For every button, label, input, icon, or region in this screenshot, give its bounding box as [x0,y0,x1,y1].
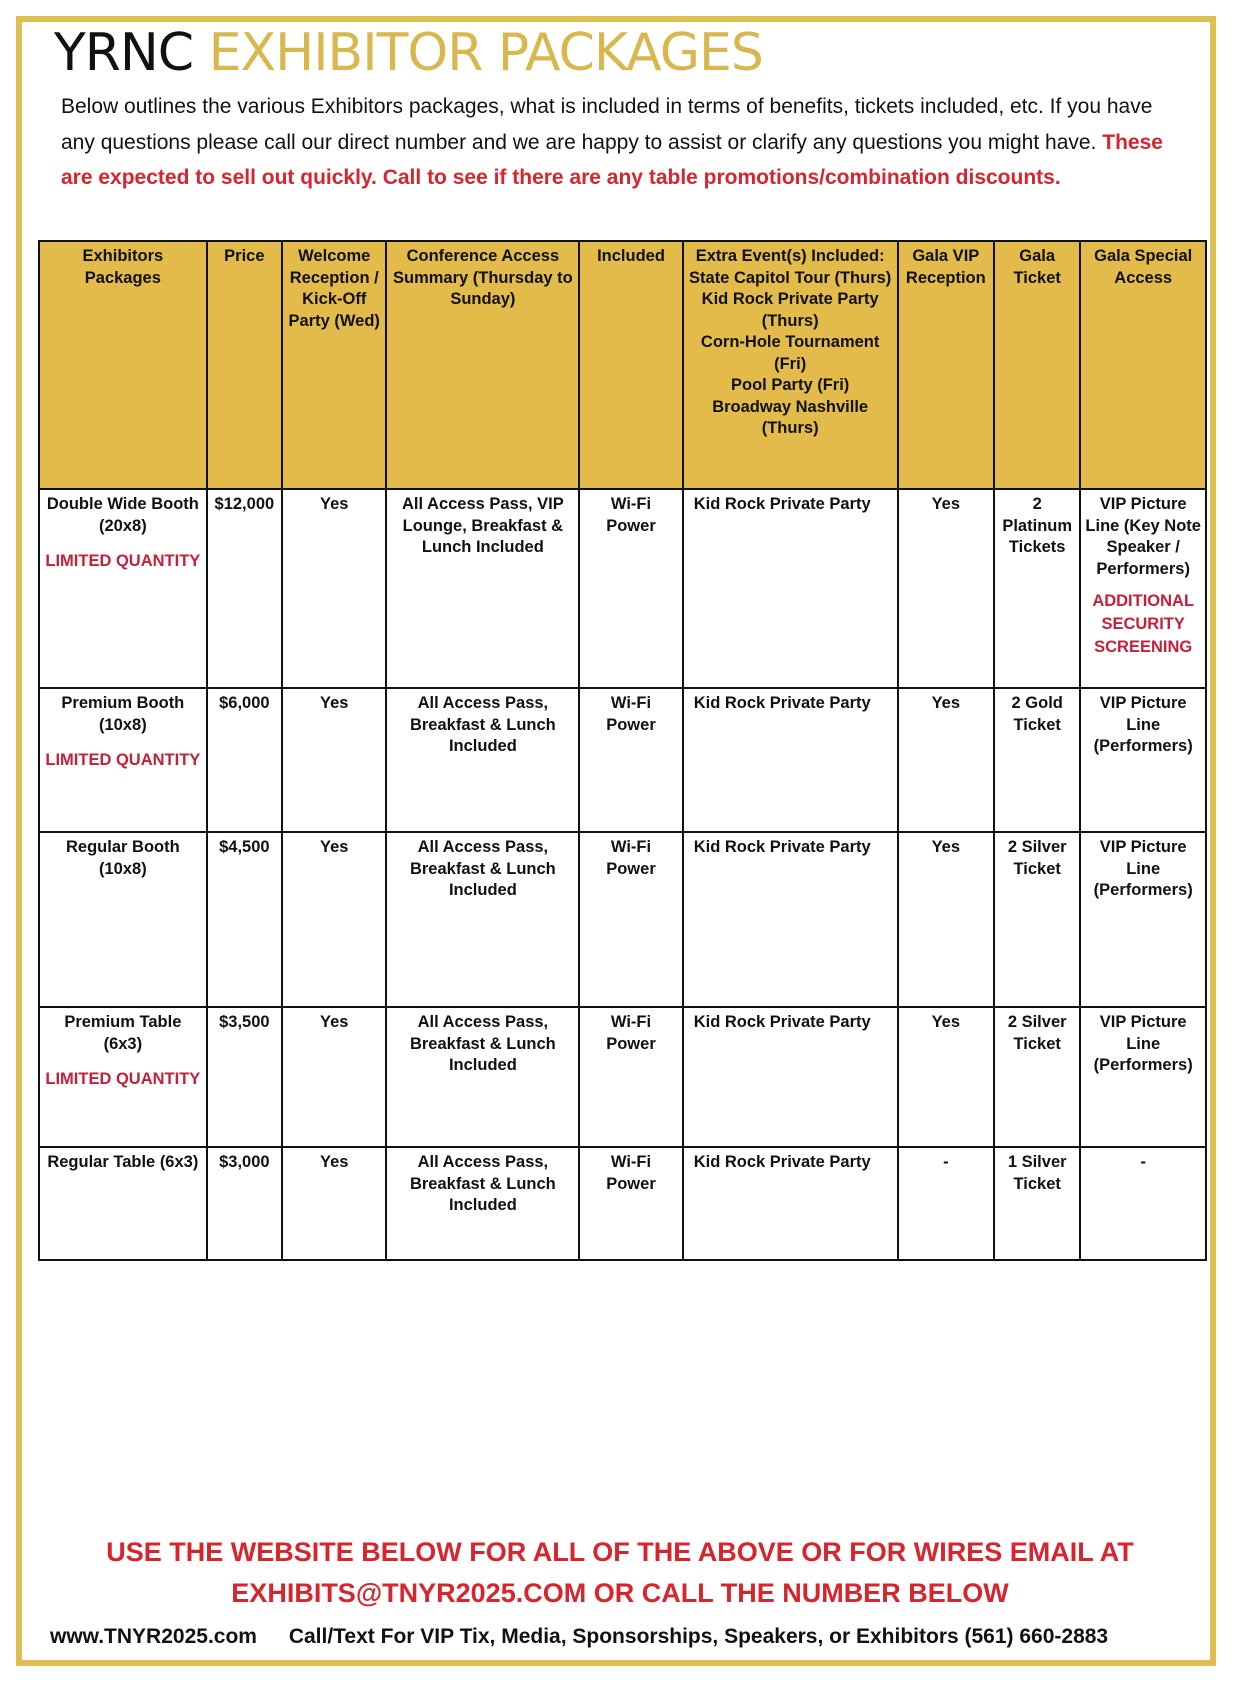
footer-contact-line [50,1625,1200,1649]
intro-paragraph [61,89,1171,196]
header-welcome: Welcome Reception / Kick-Off Party (Wed) [282,241,386,489]
gala-ticket-cell: 2 Silver Ticket [994,1007,1080,1147]
gala-vip-cell: Yes [898,489,994,688]
header-conference: Conference Access Summary (Thursday to Sunday) [386,241,579,489]
footer-notice [40,1532,1200,1614]
gala-special-cell: - [1080,1147,1206,1260]
conference-cell: All Access Pass, Breakfast & Lunch Included [386,832,579,1007]
intro-highlight: These are expected to sell out quickly. Call to see if there are any table promotions/combination discounts. [61,130,1163,189]
extra-event-cell: Kid Rock Private Party [683,832,898,1007]
header-extra-3: Corn-Hole Tournament (Fri) [700,333,880,373]
gala-vip-cell: Yes [898,1007,994,1147]
gala-ticket-cell: 1 Silver Ticket [994,1147,1080,1260]
package-name: Regular Booth (10x8) [66,838,180,878]
gala-ticket-cell: 2 Silver Ticket [994,832,1080,1007]
included-cell: Wi-Fi Power [579,688,682,832]
package-cell [39,832,207,1007]
included-cell: Wi-Fi Power [579,1147,682,1260]
gala-special-cell: VIP Picture Line (Performers) [1080,832,1206,1007]
package-cell [39,489,207,688]
table-row [39,832,1206,1007]
website-link[interactable]: www.TNYR2025.com [50,1625,257,1648]
packages-table [38,240,1207,1261]
contact-text: Call/Text For VIP Tix, Media, Sponsorships, Speakers, or Exhibitors (561) 660-2883 [288,1625,1109,1648]
security-screening-label: ADDITIONAL SECURITY SCREENING [1092,592,1195,656]
gala-vip-cell: Yes [898,832,994,1007]
header-extra-2: Kid Rock Private Party (Thurs) [701,290,879,330]
gala-special-cell [1080,489,1206,688]
title-prefix: YRNC [54,23,194,83]
gala-special-cell: VIP Picture Line (Performers) [1080,688,1206,832]
extra-event-cell: Kid Rock Private Party [683,688,898,832]
header-extra-4: Pool Party (Fri) [731,376,850,394]
header-price: Price [207,241,282,489]
header-extra-events [683,241,898,489]
intro-text: Below outlines the various Exhibitors packages, what is included in terms of benefits, tickets included, etc. If you have any questions please call our direct number and we are happy to assist or clarify any questions you might have. [61,95,1153,154]
footer-notice-line1: USE THE WEBSITE BELOW FOR ALL OF THE ABOVE OR FOR WIRES EMAIL AT [106,1537,1134,1567]
conference-cell: All Access Pass, Breakfast & Lunch Included [386,688,579,832]
welcome-cell: Yes [282,688,386,832]
package-cell [39,1007,207,1147]
gala-vip-cell: Yes [898,688,994,832]
price-cell: $3,500 [207,1007,282,1147]
package-cell [39,688,207,832]
header-gala-ticket: Gala Ticket [994,241,1080,489]
table-row [39,489,1206,688]
header-extra-5: Broadway Nashville (Thurs) [712,397,869,437]
welcome-cell: Yes [282,832,386,1007]
extra-event-cell: Kid Rock Private Party [683,1007,898,1147]
conference-cell: All Access Pass, Breakfast & Lunch Included [386,1007,579,1147]
package-name: Regular Table (6x3) [47,1153,199,1171]
package-cell [39,1147,207,1260]
page-title [54,22,763,84]
gala-ticket-cell: 2 Gold Ticket [994,688,1080,832]
welcome-cell: Yes [282,489,386,688]
welcome-cell: Yes [282,1147,386,1260]
table-row [39,1147,1206,1260]
gala-special-text: VIP Picture Line (Key Note Speaker / Performers) [1085,495,1201,578]
gala-special-cell: VIP Picture Line (Performers) [1080,1007,1206,1147]
limited-quantity-label: LIMITED QUANTITY [45,751,201,769]
price-cell: $4,500 [207,832,282,1007]
footer-notice-line2: EXHIBITS@TNYR2025.COM OR CALL THE NUMBER BELOW [231,1578,1009,1608]
title-main: EXHIBITOR PACKAGES [208,23,763,83]
header-package: Exhibitors Packages [39,241,207,489]
package-name: Premium Table (6x3) [64,1013,182,1053]
included-cell: Wi-Fi Power [579,1007,682,1147]
header-extra-1: State Capitol Tour (Thurs) [689,268,892,287]
limited-quantity-label: LIMITED QUANTITY [45,1070,201,1088]
gala-ticket-cell: 2 Platinum Tickets [994,489,1080,688]
gala-vip-cell: - [898,1147,994,1260]
included-cell: Wi-Fi Power [579,832,682,1007]
conference-cell: All Access Pass, VIP Lounge, Breakfast & Lunch Included [386,489,579,688]
header-extra-title: Extra Event(s) Included: [695,247,885,265]
table-header-row [39,241,1206,489]
package-name: Double Wide Booth (20x8) [46,495,199,535]
price-cell: $6,000 [207,688,282,832]
extra-event-cell: Kid Rock Private Party [683,489,898,688]
header-gala-special: Gala Special Access [1080,241,1206,489]
conference-cell: All Access Pass, Breakfast & Lunch Included [386,1147,579,1260]
table-row [39,1007,1206,1147]
included-cell: Wi-Fi Power [579,489,682,688]
price-cell: $12,000 [207,489,282,688]
price-cell: $3,000 [207,1147,282,1260]
limited-quantity-label: LIMITED QUANTITY [45,552,201,570]
extra-event-cell: Kid Rock Private Party [683,1147,898,1260]
table-row [39,688,1206,832]
header-gala-vip: Gala VIP Reception [898,241,994,489]
package-name: Premium Booth (10x8) [61,694,185,734]
welcome-cell: Yes [282,1007,386,1147]
header-included: Included [579,241,682,489]
